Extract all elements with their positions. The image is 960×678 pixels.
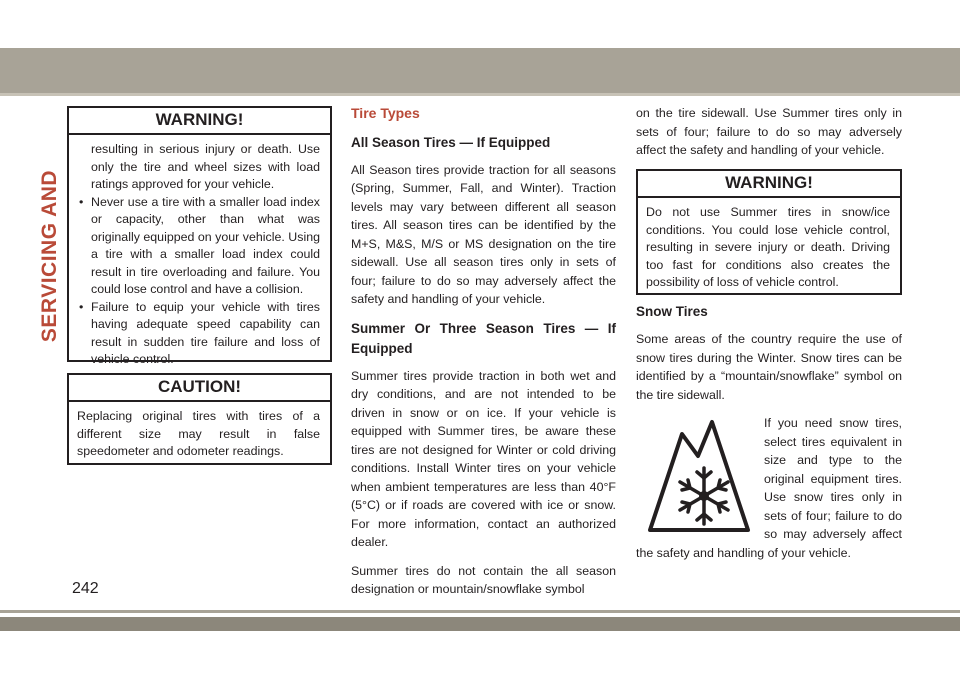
warning-box-2 xyxy=(636,169,902,295)
section-title: SERVICING AND xyxy=(38,169,61,343)
page-number: 242 xyxy=(72,580,99,597)
caution-box xyxy=(67,373,332,465)
caution-title: CAUTION! xyxy=(69,375,330,402)
summer-continued-text: on the tire sidewall. Use Summer tires only in sets of four; failure to do so may adversely affect the safety and handling of your vehicle. xyxy=(636,106,902,157)
header-rule xyxy=(0,93,960,96)
summer-heading: Summer Or Three Season Tires — If Equipped xyxy=(351,320,616,356)
warning-text: Do not use Summer tires in snow/ice conditions. You could lose vehicle control, resulting in severe injury or death. Driving too fast for conditions also creates the possibility of loss of vehicle control. xyxy=(646,205,890,289)
header-band xyxy=(0,0,960,48)
warning-title: WARNING! xyxy=(638,171,900,198)
caution-text: Replacing original tires with tires of a different size may result in false speedometer and odometer readings. xyxy=(77,409,320,458)
warning-title: WARNING! xyxy=(69,108,330,135)
column-3 xyxy=(636,104,902,170)
snow-heading: Snow Tires xyxy=(636,304,708,319)
all-season-heading: All Season Tires — If Equipped xyxy=(351,134,551,150)
warning-text: resulting in serious injury or death. Use only the tire and wheel sizes with load ratings approved for your vehicle. xyxy=(91,142,320,191)
mountain-snowflake-icon xyxy=(642,416,754,536)
warning-box-1 xyxy=(67,106,332,366)
section-sidebar xyxy=(28,106,61,406)
snow-section xyxy=(636,302,902,572)
column-2 xyxy=(351,104,616,609)
snow-text-1: Some areas of the country require the use of snow tires during the Winter. Snow tires can be identified by a “mountain/snowflake” symbol on the tire sidewall. xyxy=(636,332,902,402)
summer-text-1: Summer tires provide traction in both wet and dry conditions, and are not intended to be driven in snow or on ice. If your vehicle is equipped with Summer tires, be aware these tires are not designed for Winter or cold driving conditions. Install Winter tires on your vehicle when ambient temperatures are less than 40°F (5°C) or if roads are covered with ice or snow. For more information, contact an authorized dealer. xyxy=(351,368,616,549)
warning-body xyxy=(69,135,330,377)
footer-rule xyxy=(0,610,960,613)
warning-bullet: • Never use a tire with a smaller load index or capacity, other than what was originally equipped on your vehicle. Using a tire with a smaller load index could result in tire overloading and failure. You could lose control and have a collision. xyxy=(79,194,320,299)
all-season-text: All Season tires provide traction for all seasons (Spring, Summer, Fall, and Winter). Traction levels may vary between different all season tires. All season tires can be identified by the M+S, M&S, M/S or MS designation on the tire sidewall. Use all season tires only in sets of four; failure to do so may adversely affect the safety and handling of your vehicle. xyxy=(351,162,616,306)
summer-text-2: Summer tires do not contain the all season designation or mountain/snowflake symbol xyxy=(351,563,616,596)
warning-bullet: • Failure to equip your vehicle with tires having adequate speed capability can result in sudden tire failure and loss of vehicle control. xyxy=(79,299,320,369)
footer-band xyxy=(0,617,960,631)
snow-text-2: If you need snow tires, select tires equivalent in size and type to the original equipment tires. Use snow tires only in sets of four; failure to do so may adversely affect the safety and handling of your vehicle. xyxy=(636,416,902,560)
section-heading: Tire Types xyxy=(351,105,420,121)
